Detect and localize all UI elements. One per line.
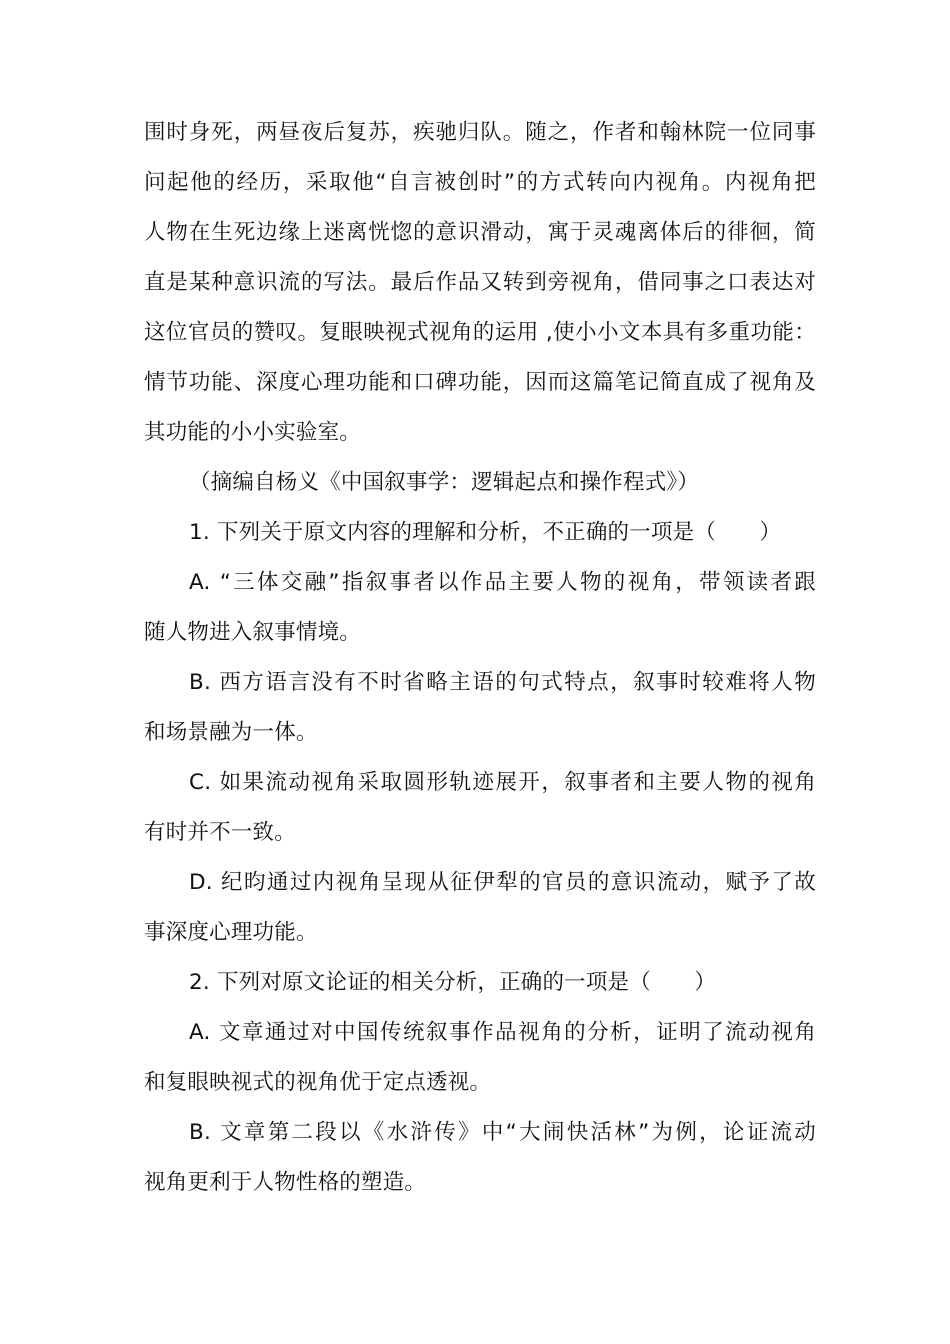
option-line: B. 西方语言没有不时省略主语的句式特点，叙事时较难将人物: [189, 670, 816, 695]
paragraph-line: 围时身死，两昼夜后复苏，疾驰归队。随之，作者和翰林院一位同事: [144, 120, 816, 145]
document-body: [144, 108, 816, 1208]
option-d: [144, 858, 816, 958]
option-line: D. 纪昀通过内视角呈现从征伊犁的官员的意识流动，赋予了故: [189, 870, 816, 895]
question-stem: 2. 下列对原文论证的相关分析，正确的一项是（ ）: [189, 970, 717, 995]
question-stem: 1. 下列关于原文内容的理解和分析，不正确的一项是（ ）: [189, 520, 782, 545]
paragraph-line: 情节功能、深度心理功能和口碑功能，因而这篇笔记简直成了视角及: [144, 370, 816, 395]
option-line: B. 文章第二段以《水浒传》中“大闹快活林”为例，论证流动: [189, 1120, 816, 1145]
question-2: [144, 958, 816, 1208]
option-b: [144, 1108, 816, 1208]
option-line: A. 文章通过对中国传统叙事作品视角的分析，证明了流动视角: [189, 1020, 816, 1045]
option-a: [144, 1008, 816, 1108]
option-line: A. “三体交融”指叙事者以作品主要人物的视角，带领读者跟: [189, 570, 816, 595]
paragraph-line: 人物在生死边缘上迷离恍惚的意识滑动，寓于灵魂离体后的徘徊，简: [144, 220, 816, 245]
paragraph-line: 这位官员的赞叹。复眼映视式视角的运用 ,使小小文本具有多重功能：: [144, 320, 816, 345]
option-line: 视角更利于人物性格的塑造。: [144, 1170, 427, 1195]
option-line: 随人物进入叙事情境。: [144, 620, 362, 645]
paragraph-line: 问起他的经历，采取他“自言被创时”的方式转向内视角。内视角把: [144, 170, 816, 195]
option-a: [144, 558, 816, 658]
paragraph-line: 其功能的小小实验室。: [144, 420, 362, 445]
paragraph-line: 直是某种意识流的写法。最后作品又转到旁视角，借同事之口表达对: [144, 270, 816, 295]
option-b: [144, 658, 816, 758]
paragraph-end: [144, 108, 816, 458]
option-line: 和场景融为一体。: [144, 720, 318, 745]
option-c: [144, 758, 816, 858]
question-1: [144, 508, 816, 958]
option-line: 和复眼映视式的视角优于定点透视。: [144, 1070, 492, 1095]
option-line: 有时并不一致。: [144, 820, 296, 845]
option-line: 事深度心理功能。: [144, 920, 318, 945]
option-line: C. 如果流动视角采取圆形轨迹展开，叙事者和主要人物的视角: [189, 770, 816, 795]
source-note: （摘编自杨义《中国叙事学：逻辑起点和操作程式》）: [189, 470, 700, 495]
